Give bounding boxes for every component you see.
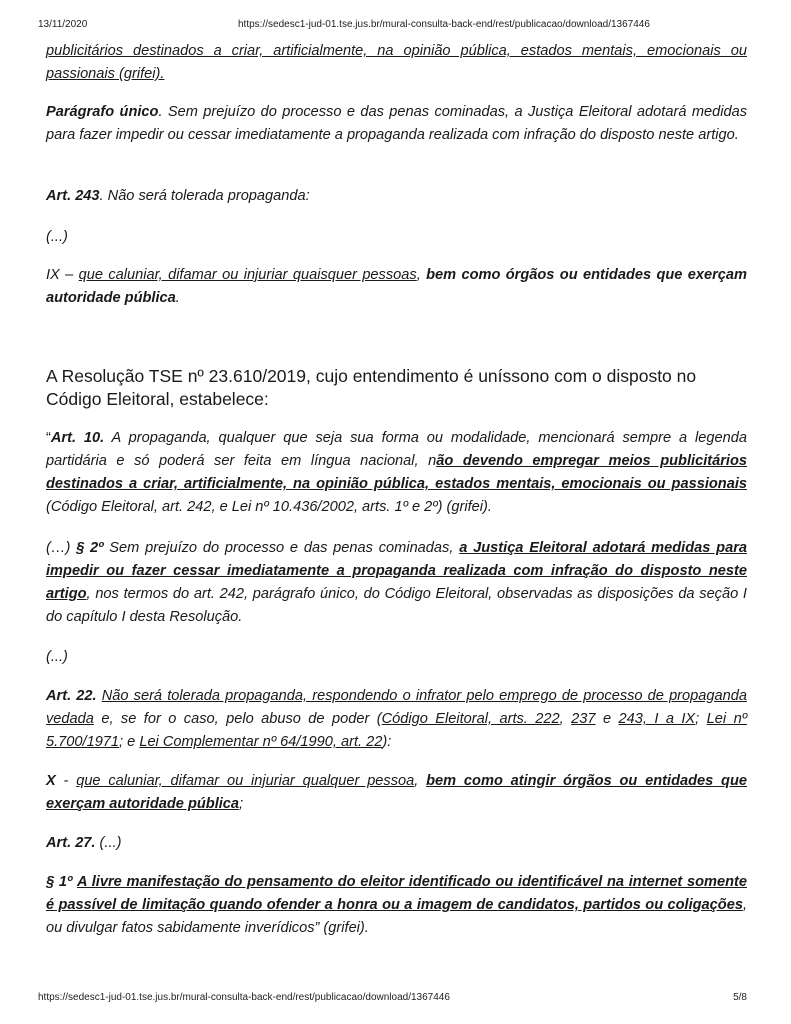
link-lei-5700[interactable]: Lei nº 5.700/1971 xyxy=(46,711,748,750)
art-22: Art. 22. Não será tolerada propaganda, respondendo o infrator pelo emprego de processo de propaganda vedada e, se for o caso, pelo abuso de poder (Código Eleitoral, arts. 222, 237 e 243, I a IX; Lei nº 5.700/1971; e Lei Complementar nº 64/1990, art. 22): xyxy=(46,688,748,750)
art-10-paragraph-2: (…) § 2º Sem prejuízo do processo e das penas cominadas, a Justiça Eleitoral adotará medidas para impedir ou fazer cessar imediatamente a propaganda realizada com infração do disposto neste artigo, nos termos do art. 242, parágrafo único, do Código Eleitoral, observadas as disposições da seção I do capítulo I desta Resolução. xyxy=(46,540,747,625)
footer-url: https://sedesc1-jud-01.tse.jus.br/mural-consulta-back-end/rest/publicacao/download/1367446 xyxy=(38,992,450,1003)
inciso-x: X - que caluniar, difamar ou injuriar qualquer pessoa, bem como atingir órgãos ou entidades que exerçam autoridade pública; xyxy=(46,773,747,812)
ellipsis-2: (...) xyxy=(46,649,68,665)
ellipsis-1: (...) xyxy=(46,229,68,245)
link-codigo-eleitoral[interactable]: Código Eleitoral, arts. 222 xyxy=(381,711,560,727)
art-243: Art. 243. Não será tolerada propaganda: xyxy=(46,188,310,204)
link-art-243[interactable]: 243, I a IX xyxy=(618,711,696,727)
link-lei-complementar-64[interactable]: Lei Complementar nº 64/1990, art. 22 xyxy=(139,734,383,750)
paragraph-unico: Parágrafo único. Sem prejuízo do processo e das penas cominadas, a Justiça Eleitoral adotará medidas para fazer impedir ou cessar imediatamente a propaganda realizada com infração do disposto neste artigo. xyxy=(46,104,747,143)
art-27: Art. 27. (...) xyxy=(46,835,122,851)
paragraph-continuation: publicitários destinados a criar, artificialmente, na opinião pública, estados mentais, emocionais ou passionais (grifei). xyxy=(46,43,747,82)
art-10: “Art. 10. A propaganda, qualquer que seja sua forma ou modalidade, mencionará sempre a legenda partidária e só poderá ser feita em língua nacional, não devendo empregar meios publicitários destinados a criar, artificialmente, na opinião pública, estados mentais, emocionais ou passionais (Código Eleitoral, art. 242, e Lei nº 10.436/2002, arts. 1º e 2º) (grifei). xyxy=(46,430,747,515)
art-27-paragraph-1: § 1º A livre manifestação do pensamento do eleitor identificado ou identificável na internet somente é passível de limitação quando ofender a honra ou a imagem de candidatos, partidos ou coligações, ou divulgar fatos sabidamente inverídicos” (grifei). xyxy=(46,874,748,936)
page-number: 5/8 xyxy=(733,992,747,1003)
resolution-intro: A Resolução TSE nº 23.610/2019, cujo entendimento é uníssono com o disposto no Código Eleitoral, estabelece: xyxy=(46,366,697,409)
link-art-237[interactable]: 237 xyxy=(571,711,596,727)
header-url: https://sedesc1-jud-01.tse.jus.br/mural-consulta-back-end/rest/publicacao/download/1367446 xyxy=(238,19,650,30)
inciso-ix: IX – que caluniar, difamar ou injuriar quaisquer pessoas, bem como órgãos ou entidades que exerçam autoridade pública. xyxy=(46,267,748,306)
print-date: 13/11/2020 xyxy=(38,19,88,30)
